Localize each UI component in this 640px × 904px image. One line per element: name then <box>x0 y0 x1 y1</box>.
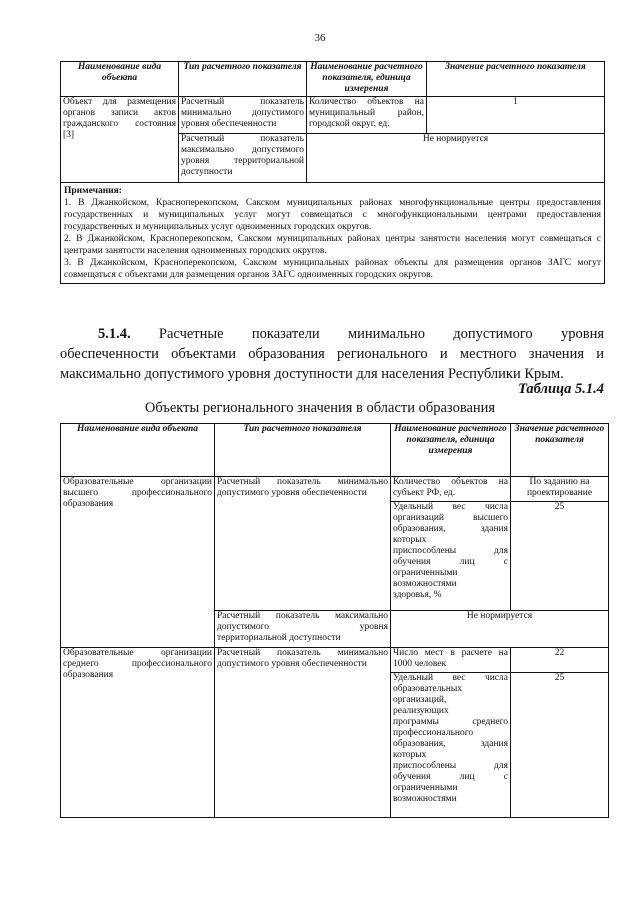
object-cell <box>61 97 179 183</box>
indicator-name-cell <box>307 97 427 134</box>
object-cell <box>61 648 215 818</box>
cell-text: профессионального <box>393 728 474 738</box>
cell-text: ограниченными <box>393 783 458 793</box>
cell-text: обучения лиц с <box>393 557 508 567</box>
cell-text: территориальной доступности <box>217 633 341 643</box>
header-object-type: Наименование вида объекта <box>61 424 215 477</box>
cell-text: гражданского состояния <box>63 119 176 129</box>
cell-text: минимально допустимого <box>181 108 304 118</box>
cell-text: Удельный вес числа <box>393 673 508 683</box>
indicator-value-cell <box>511 477 609 502</box>
cell-text: уровня территориальной <box>181 156 304 166</box>
section-line: обеспеченности объектами образования регионального и местного значения и <box>60 346 604 362</box>
cell-text: образования, здания <box>393 524 508 534</box>
cell-text: организаций, <box>393 695 447 705</box>
table-header-row <box>61 62 605 97</box>
page-number: 36 <box>314 32 326 44</box>
header-indicator-name: Наименование расчетного показателя, единица измерения <box>391 424 511 477</box>
type-min-cell <box>215 648 391 818</box>
type-max-cell <box>215 611 391 648</box>
notes-title: Примечания: <box>64 186 122 196</box>
table-row <box>61 477 609 502</box>
cell-text: Расчетный показатель минимально <box>217 648 388 658</box>
indicator-value-cell: 1 <box>427 97 605 134</box>
cell-text: образования <box>63 670 114 680</box>
cell-text: приспособлены для <box>393 546 508 556</box>
cell-text: приспособлены для <box>393 761 508 771</box>
type-min-cell <box>215 477 391 611</box>
table-title: Объекты регионального значения в области образования <box>144 400 496 416</box>
note-item: 3. В Джанкойском, Красноперекопском, Сакском муниципальных районах объекты для размещения органов ЗАГС могут совмещаться с объектами для размещения органов ЗАГС одноименных городских округов. <box>64 258 601 280</box>
cell-text: обучения лиц с <box>393 772 508 782</box>
notes-row <box>61 183 605 284</box>
cell-text: Количество объектов на <box>309 97 424 107</box>
cell-text: образования <box>63 499 114 509</box>
indicator-name-cell <box>391 477 511 502</box>
cell-text: [3] <box>63 130 75 140</box>
cell-text: муниципальный район, <box>309 108 424 118</box>
table-header-row <box>61 424 609 477</box>
type-min-cell <box>179 97 307 134</box>
cell-text: реализующих <box>393 706 449 716</box>
indicator-name-cell <box>391 502 511 611</box>
table-label: Таблица 5.1.4 <box>518 381 604 397</box>
cell-text: здоровья, % <box>393 590 442 600</box>
cell-text: уровня обеспеченности <box>181 119 277 129</box>
cell-text: высшего профессионального <box>63 488 212 498</box>
cell-text: 1000 человек <box>393 659 447 669</box>
table-education <box>60 423 609 818</box>
cell-text: среднего профессионального <box>63 659 212 669</box>
header-indicator-type: Тип расчетного показателя <box>179 62 307 97</box>
section-number: 5.1.4. <box>98 326 131 342</box>
cell-text: образовательных <box>393 684 462 694</box>
cell-text: допустимого уровня обеспеченности <box>217 659 367 669</box>
note-item: 2. В Джанкойском, Красноперекопском, Сакском муниципальных районах центры занятости населения могут совмещаться с центрами занятости населения одноименных городских округов. <box>64 234 601 256</box>
table-row <box>61 97 605 134</box>
header-indicator-value: Значение расчетного показателя <box>427 62 605 97</box>
cell-text: возможностями <box>393 579 457 589</box>
note-item: 1. В Джанкойском, Красноперекопском, Сакском муниципальных районах многофункциональные центры предоставления государственных и муниципальных услуг могут совмещаться с многофункциональными центрами предоставления государственных и муниципальных услуг одноименных городских округов. <box>64 198 601 232</box>
indicator-name-cell <box>391 648 511 673</box>
not-regulated-cell: Не нормируется <box>307 134 605 183</box>
cell-text: образования, здания <box>393 739 508 749</box>
cell-text: программы среднего <box>393 717 508 727</box>
cell-text: допустимого уровня обеспеченности <box>217 488 367 498</box>
cell-text: субъект РФ, ед. <box>393 488 456 498</box>
indicator-name-cell <box>391 673 511 818</box>
header-indicator-name: Наименование расчетного показателя, единица измерения <box>307 62 427 97</box>
cell-text: которых <box>393 750 427 760</box>
cell-text: максимально допустимого <box>181 145 304 155</box>
indicator-value-cell: 22 <box>511 648 609 673</box>
header-indicator-value: Значение расчетного показателя <box>511 424 609 477</box>
cell-text: Число мест в расчете на <box>393 648 508 658</box>
cell-text: которых <box>393 535 427 545</box>
type-max-cell <box>179 134 307 183</box>
cell-text: городской округ, ед. <box>309 119 390 129</box>
cell-text: Образовательные организации <box>63 477 212 487</box>
cell-text: органов записи актов <box>63 108 176 118</box>
table-row <box>61 648 609 673</box>
cell-text: Расчетный показатель <box>181 134 304 144</box>
cell-text: Расчетный показатель максимально <box>217 611 388 621</box>
cell-text: Расчетный показатель минимально <box>217 477 388 487</box>
table-zags <box>60 61 605 284</box>
object-cell <box>61 477 215 648</box>
indicator-value-cell: 25 <box>511 673 609 818</box>
cell-text: допустимого уровня <box>217 622 388 632</box>
not-regulated-cell: Не нормируется <box>391 611 609 648</box>
section-heading <box>60 324 604 384</box>
cell-text: возможностями <box>393 794 457 804</box>
cell-text: организаций высшего <box>393 513 508 523</box>
cell-text: доступности <box>181 167 233 177</box>
header-object-type: Наименование вида объекта <box>61 62 179 97</box>
cell-text: проектирование <box>526 488 593 498</box>
cell-text: Количество объектов на <box>393 477 508 487</box>
section-line: Расчетные показатели минимально допустимого уровня <box>158 326 604 342</box>
notes-cell <box>61 183 605 284</box>
indicator-value-cell: 25 <box>511 502 609 611</box>
header-indicator-type: Тип расчетного показателя <box>215 424 391 477</box>
cell-text: Удельный вес числа <box>393 502 508 512</box>
cell-text: Расчетный показатель <box>181 97 304 107</box>
section-line: максимально допустимого уровня доступности для населения Республики Крым. <box>60 366 564 382</box>
cell-text: Образовательные организации <box>63 648 212 658</box>
cell-text: ограниченными <box>393 568 458 578</box>
cell-text: Объект для размещения <box>63 97 176 107</box>
cell-text: По заданию на <box>529 477 590 487</box>
